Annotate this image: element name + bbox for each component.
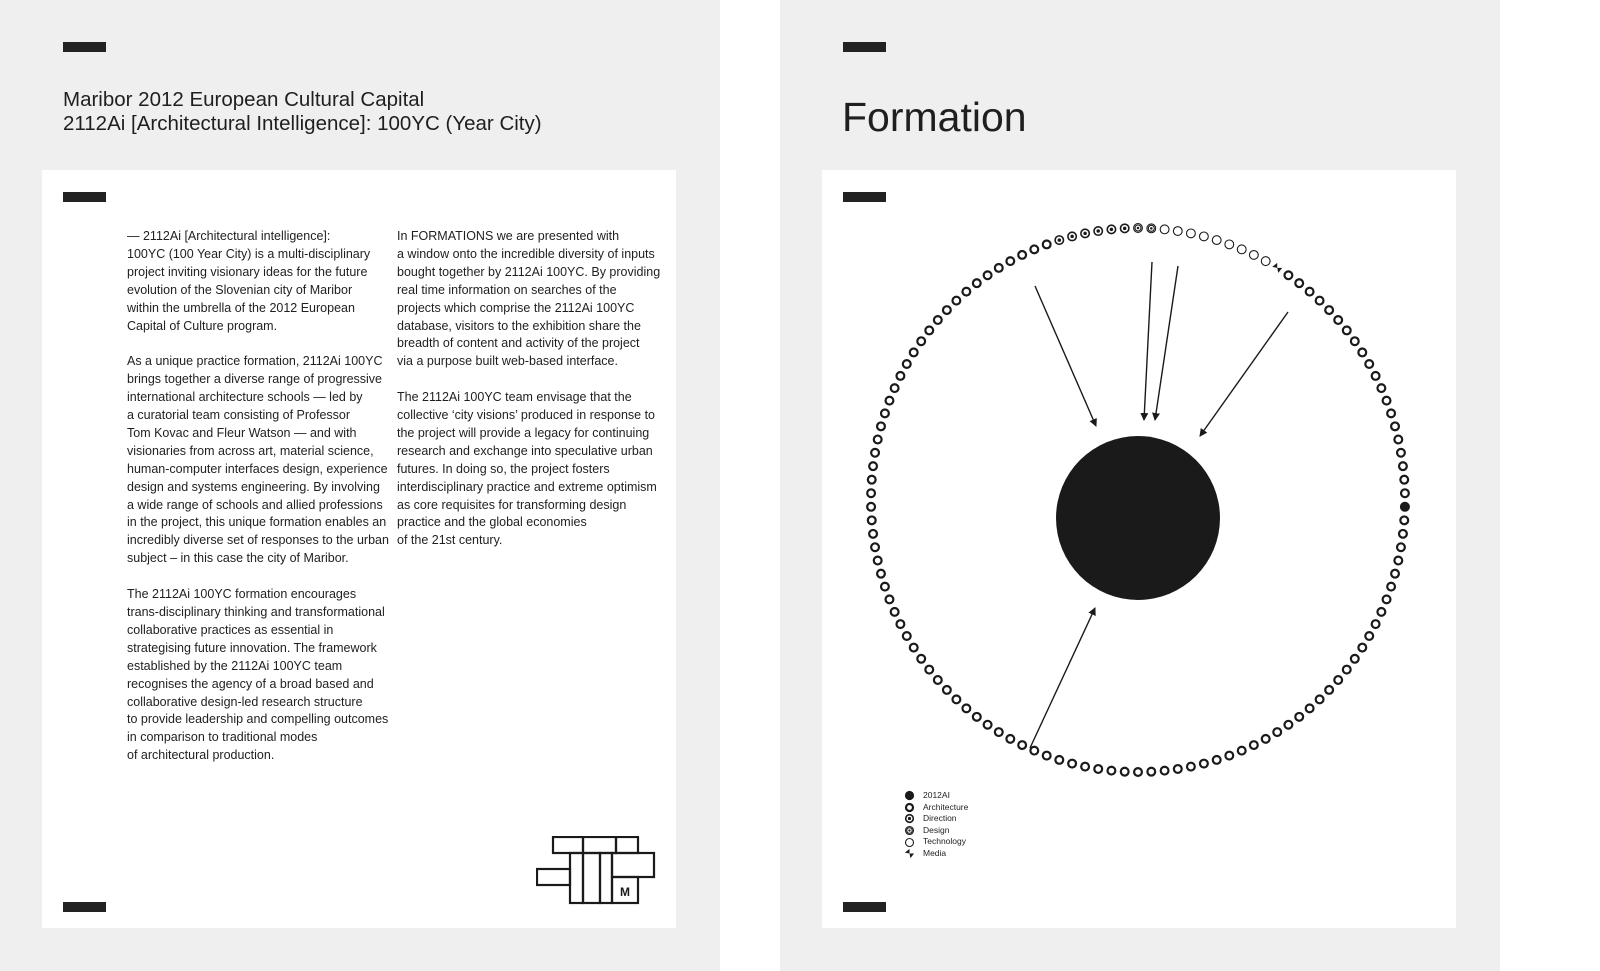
ring-marker: [1334, 316, 1342, 324]
ring-marker: [1199, 232, 1208, 241]
subtitle-line: 2112Ai [Architectural Intelligence]: 100YC (Year City): [63, 112, 542, 135]
arrow: [1144, 262, 1152, 420]
ring-marker: [869, 530, 877, 538]
ring-marker: [1094, 227, 1102, 235]
text-line: The 2112Ai 100YC formation encourages: [127, 587, 357, 602]
ring-marker: [1285, 271, 1293, 279]
ring-marker: [943, 686, 951, 694]
central-core: [1056, 436, 1220, 600]
ring-marker: [934, 316, 942, 324]
ring-marker: [1030, 245, 1038, 253]
ring-marker: [1316, 297, 1324, 305]
ring-marker: [1272, 263, 1282, 273]
text-line: database, visitors to the exhibition share the: [397, 318, 641, 333]
ring-marker: [1306, 704, 1314, 712]
ring-marker: [962, 704, 970, 712]
text-column-1: [127, 228, 397, 783]
corner-bar: [63, 192, 106, 202]
arrow: [1035, 286, 1096, 426]
ring-marker: [1200, 760, 1208, 768]
ring-marker: [897, 620, 905, 628]
ring-marker: [886, 595, 894, 603]
ring-marker: [874, 557, 882, 565]
legend-label: Direction: [923, 813, 957, 824]
ring-marker: [1161, 767, 1169, 775]
ring-marker: [1238, 747, 1246, 755]
ring-icon: [904, 802, 915, 813]
text-line: in comparison to traditional modes: [127, 730, 318, 745]
ring-marker: [1249, 251, 1258, 260]
text-line: international architecture schools — led by: [127, 390, 363, 405]
ring-marker: [1068, 232, 1076, 240]
ring-marker: [1055, 236, 1063, 244]
arrow: [1200, 312, 1288, 436]
legend-label: Architecture: [923, 801, 969, 812]
ring-marker: [903, 360, 911, 368]
page-title: Formation: [842, 94, 1027, 140]
ring-marker: [881, 409, 889, 417]
ring-marker: [995, 728, 1003, 736]
text-line: — 2112Ai [Architectural intelligence]:: [127, 229, 331, 243]
ring-marker: [934, 676, 942, 684]
text-line: as core requisites for transforming design: [397, 497, 627, 512]
ring-marker: [1285, 721, 1293, 729]
ring-marker: [1187, 763, 1195, 771]
ring-marker: [903, 632, 911, 640]
text-line: via a purpose built web-based interface.: [397, 354, 618, 369]
text-line: research and exchange into speculative urban: [397, 443, 653, 458]
text-line: interdisciplinary practice and extreme optimism: [397, 479, 657, 494]
text-column-2: [397, 228, 667, 568]
text-line: project inviting visionary ideas for the future: [127, 264, 368, 279]
ring-marker: [1018, 251, 1026, 259]
ring-marker: [1372, 372, 1380, 380]
ring-marker: [1358, 644, 1366, 652]
ring-marker: [881, 583, 889, 591]
ring-marker: [1006, 735, 1014, 743]
ring-marker: [1343, 327, 1351, 335]
legend-label: Design: [923, 824, 950, 835]
ring-marker: [1134, 224, 1143, 233]
corner-bar: [843, 42, 886, 52]
ring-marker: [886, 397, 894, 405]
ring-marker: [1262, 735, 1270, 743]
ring-marker: [868, 476, 876, 484]
ring-marker: [943, 306, 951, 314]
ring-marker: [1358, 349, 1366, 357]
text-line: a wide range of schools and allied professions: [127, 497, 383, 512]
ring-marker: [1212, 236, 1221, 245]
ring-marker: [1108, 767, 1116, 775]
ring-marker: [1147, 768, 1155, 776]
text-line: futures. In doing so, the project fosters: [397, 461, 610, 476]
text-line: brings together a diverse range of progressive: [127, 372, 383, 387]
media-shape-icon: [904, 848, 915, 859]
ring-marker: [1160, 225, 1169, 234]
ring-marker: [1213, 756, 1221, 764]
ring-marker: [1225, 752, 1233, 760]
text-line: trans-disciplinary thinking and transformational: [127, 605, 385, 619]
text-line: practice and the global economies: [397, 515, 587, 530]
text-line: breadth of content and activity of the project: [397, 336, 640, 351]
text-line: collective ‘city visions’ produced in response to: [397, 408, 655, 423]
ring-marker: [1325, 306, 1333, 314]
ring-marker: [1043, 241, 1051, 249]
ring-marker: [1273, 728, 1281, 736]
ring-marker: [1081, 763, 1089, 771]
ring-marker: [1400, 516, 1408, 524]
ring-marker: [1006, 257, 1014, 265]
ring-marker: [984, 721, 992, 729]
ring-marker: [1372, 620, 1380, 628]
ring-marker: [1391, 570, 1399, 578]
logo-letter: M: [620, 885, 630, 899]
text-line: Capital of Culture program.: [127, 318, 278, 333]
ring-marker: [1343, 666, 1351, 674]
solid-icon: [904, 790, 915, 801]
ring-marker: [1365, 360, 1373, 368]
ring-marker: [973, 279, 981, 287]
dot-ring-icon: [904, 813, 915, 824]
text-line: As a unique practice formation, 2112Ai 100YC: [127, 354, 383, 369]
ring-marker: [1394, 436, 1402, 444]
ring-marker: [1121, 768, 1129, 776]
ring-marker: [1397, 543, 1405, 551]
ring-marker: [1387, 583, 1395, 591]
text-line: a curatorial team consisting of Professor: [127, 408, 351, 423]
paragraph: [127, 353, 397, 568]
ring-marker: [925, 666, 933, 674]
right-page: [780, 0, 1500, 971]
ring-marker: [1225, 240, 1234, 249]
corner-bar: [63, 902, 106, 912]
ring-marker: [1397, 449, 1405, 457]
legend-item: [904, 836, 968, 848]
ring-marker: [1295, 713, 1303, 721]
arrow: [1155, 266, 1178, 420]
ring-marker: [874, 436, 882, 444]
ring-marker: [868, 516, 876, 524]
ring-marker: [952, 297, 960, 305]
left-page: [0, 0, 720, 971]
ring-marker: [1399, 530, 1407, 538]
diagram-legend: [904, 790, 968, 860]
text-line: the project will provide a legacy for continuing: [397, 425, 650, 440]
ring-marker: [1365, 632, 1373, 640]
ring-marker: [1383, 397, 1391, 405]
text-line: 100YC (100 Year City) is a multi-disciplinary: [127, 246, 371, 261]
concentric-icon: [904, 825, 915, 836]
text-line: to provide leadership and compelling outcomes: [127, 712, 389, 727]
ring-marker: [1377, 384, 1385, 392]
ring-marker: [1387, 409, 1395, 417]
ring-marker: [891, 608, 899, 616]
ring-marker: [877, 422, 885, 430]
text-line: recognises the agency of a broad based and: [127, 676, 374, 691]
ring-marker: [897, 372, 905, 380]
text-line: in the project, this unique formation enables an: [127, 515, 387, 530]
ring-marker: [1383, 595, 1391, 603]
ring-marker: [917, 337, 925, 345]
paragraph: [397, 389, 667, 550]
ring-marker: [1068, 760, 1076, 768]
text-line: Tom Kovac and Fleur Watson — and with: [127, 425, 357, 440]
text-line: projects which comprise the 2112Ai 100YC: [397, 300, 635, 315]
ring-marker: [1250, 741, 1258, 749]
legend-item: [904, 813, 968, 825]
text-line: real time information on searches of the: [397, 282, 617, 297]
ring-marker: [910, 349, 918, 357]
ring-marker: [1018, 741, 1026, 749]
text-line: established by the 2112Ai 100YC team: [127, 658, 343, 673]
corner-bar: [63, 42, 106, 52]
text-line: of the 21st century.: [397, 533, 503, 548]
legend-item: [904, 848, 968, 860]
ring-marker: [891, 384, 899, 392]
ring-marker: [1237, 245, 1246, 254]
ring-marker: [1334, 676, 1342, 684]
text-line: within the umbrella of the 2012 European: [127, 300, 355, 315]
ring-marker: [973, 713, 981, 721]
text-line: collaborative design-led research structure: [127, 694, 363, 709]
text-line: strategising future innovation. The framework: [127, 640, 377, 655]
ring-marker: [1401, 489, 1409, 497]
ring-marker: [1391, 422, 1399, 430]
ring-marker: [1316, 695, 1324, 703]
ring-marker: [925, 327, 933, 335]
ring-marker: [1377, 608, 1385, 616]
ring-marker: [1147, 224, 1156, 233]
ring-marker: [1351, 655, 1359, 663]
ring-marker: [995, 264, 1003, 272]
ring-marker: [1174, 765, 1182, 773]
ring-marker: [1400, 502, 1410, 512]
ring-marker: [1394, 557, 1402, 565]
paragraph: [397, 228, 667, 371]
ring-marker: [1030, 747, 1038, 755]
ring-marker: [1187, 229, 1196, 238]
legend-label: 2012AI: [923, 790, 950, 800]
text-line: visionaries from across art, material science,: [127, 443, 374, 458]
paragraph: [127, 228, 397, 335]
text-line: bought together by 2112Ai 100YC. By providing: [397, 264, 661, 279]
ring-marker: [952, 695, 960, 703]
ring-marker: [871, 449, 879, 457]
text-line: incredibly diverse set of responses to the urban: [127, 533, 389, 548]
corner-bar: [843, 902, 886, 912]
ring-marker: [962, 288, 970, 296]
text-line: a window onto the incredible diversity of inputs: [397, 246, 655, 261]
text-line: evolution of the Slovenian city of Maribor: [127, 282, 353, 297]
legend-item: [904, 825, 968, 837]
subtitle-line: Maribor 2012 European Cultural Capital: [63, 88, 425, 111]
ring-marker: [1055, 756, 1063, 764]
ring-marker: [1081, 229, 1089, 237]
ring-marker: [1173, 227, 1182, 236]
legend-label: Media: [923, 847, 947, 858]
thin-ring-icon: [904, 837, 915, 848]
page-subtitle: [63, 88, 542, 136]
ring-marker: [1107, 225, 1115, 233]
ring-marker: [869, 462, 877, 470]
ring-marker: [867, 489, 875, 497]
ring-marker: [1134, 768, 1142, 776]
ring-marker: [1306, 288, 1314, 296]
text-line: collaborative practices as essential in: [127, 622, 334, 637]
text-line: subject – in this case the city of Maribor.: [127, 551, 349, 566]
ring-marker: [917, 655, 925, 663]
ring-marker: [1351, 337, 1359, 345]
arrow: [1030, 608, 1095, 748]
ring-marker: [1094, 765, 1102, 773]
ring-marker: [1295, 279, 1303, 287]
ring-marker: [1400, 476, 1408, 484]
ring-marker: [1043, 752, 1051, 760]
legend-label: Technology: [923, 836, 967, 847]
ring-marker: [1120, 224, 1128, 232]
text-card: [42, 170, 676, 928]
ring-marker: [984, 271, 992, 279]
ring-marker: [1399, 462, 1407, 470]
ring-marker: [910, 644, 918, 652]
text-line: of architectural production.: [127, 748, 275, 763]
ring-marker: [1325, 686, 1333, 694]
diagram-card: [822, 170, 1456, 928]
text-line: design and systems engineering. By involving: [127, 479, 380, 494]
maribor-logo-icon: [536, 836, 656, 906]
ring-marker: [877, 570, 885, 578]
ring-marker: [1261, 257, 1270, 266]
text-line: In FORMATIONS we are presented with: [397, 229, 620, 243]
legend-item: [904, 790, 968, 802]
ring-marker: [871, 543, 879, 551]
text-line: human-computer interfaces design, experience: [127, 461, 388, 476]
ring-marker: [867, 503, 875, 511]
text-line: The 2112Ai 100YC team envisage that the: [397, 390, 632, 405]
legend-item: [904, 802, 968, 814]
paragraph: [127, 586, 397, 765]
